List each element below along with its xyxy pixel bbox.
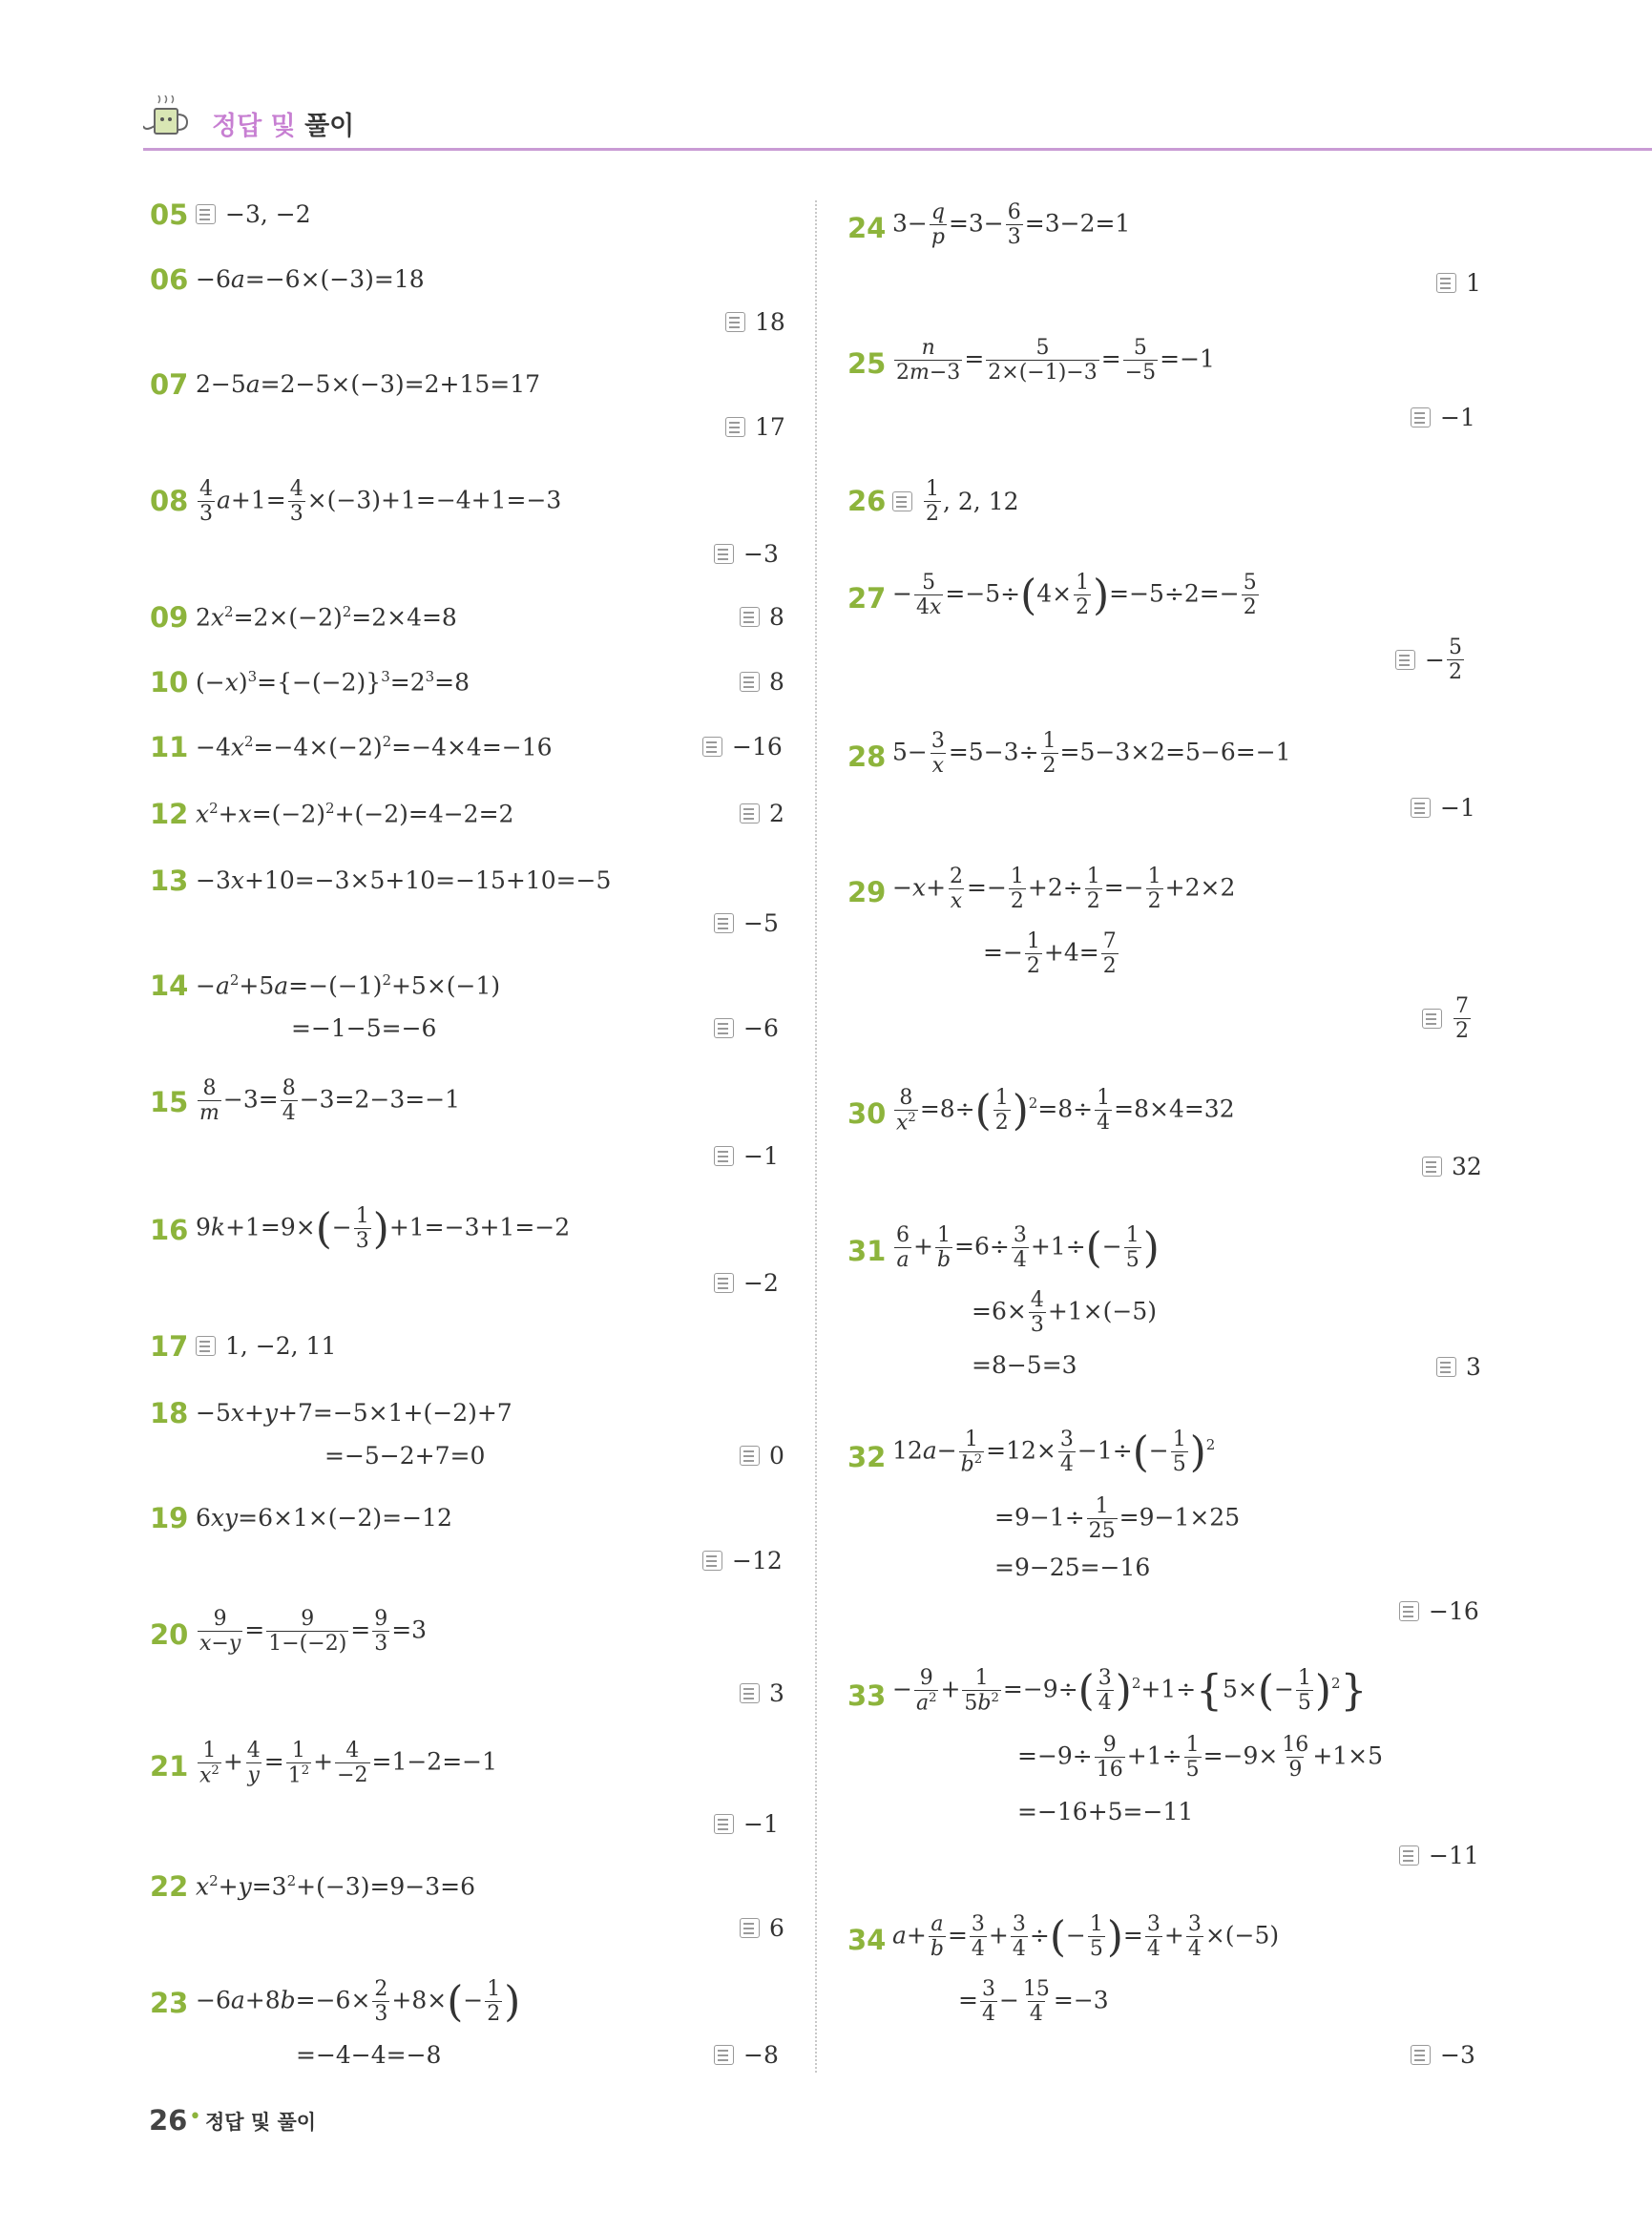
answer-value: −8 <box>743 2041 779 2069</box>
answer-marker-icon <box>1395 650 1415 670</box>
solution-line: $\frac{1}{x^2}$ + $\frac{4}{y}$ = $\frac{1}{1^2}$ + $\frac{4}{-2}$ =1−2=−1 <box>199 1739 498 1788</box>
answer <box>196 1332 336 1360</box>
answer-marker-icon <box>1422 1009 1442 1029</box>
answer-marker-icon <box>1422 1157 1442 1177</box>
fraction: $\frac{q}{p}$ <box>931 200 945 250</box>
answer-marker-icon <box>702 1551 722 1571</box>
fraction: $\frac{1}{3}$ <box>355 1204 369 1254</box>
answer <box>740 1914 784 1942</box>
answer-marker-icon <box>725 417 745 437</box>
problem-number: 16 <box>150 1214 189 1246</box>
answer-value: −11 <box>1429 1842 1479 1869</box>
solution-line: $-4x^2=-4\times(-2)^2=-4\times 4=-16$ <box>196 733 553 761</box>
answer-marker-icon <box>1411 798 1431 818</box>
answer-marker-icon <box>714 544 734 564</box>
solution-line: − $\frac{9}{a^2}$ + $\frac{1}{5b^2}$ =−9÷( $\frac{3}{4}$ )$^2$+1÷{5×(− $\frac{1}{5}$ )$^2$} <box>892 1666 1368 1716</box>
problem-number: 15 <box>150 1086 189 1118</box>
solution-line: =6× $\frac{4}{3}$ +1×(−5) <box>972 1288 1157 1338</box>
fraction: $\frac{3}{4}$ <box>1146 1912 1161 1962</box>
answer <box>714 1142 779 1170</box>
fraction: $\frac{1}{4}$ <box>1097 1086 1111 1136</box>
problem-number: 11 <box>150 731 189 763</box>
solution-line: =−1−5=−6 <box>291 1014 437 1042</box>
solution-line: $x^2+y=3^2+(-3)=9-3=6$ <box>196 1872 476 1901</box>
fraction: $\frac{1}{2}$ <box>1147 865 1161 914</box>
fraction: $\frac{1}{2}$ <box>487 1977 501 2027</box>
answer-marker-icon <box>740 607 760 627</box>
fraction: $\frac{3}{4}$ <box>971 1912 985 1962</box>
fraction: $\frac{5}{2\times(-1)-3}$ <box>988 336 1098 386</box>
answer <box>725 308 785 336</box>
answer <box>1399 1842 1479 1869</box>
solution-line: −5x+y+7=−5×1+(−2)+7 <box>196 1399 512 1427</box>
answer <box>1436 1353 1481 1381</box>
answer-value: −1 <box>1440 794 1475 822</box>
header-rule <box>143 148 1652 151</box>
answer-marker-icon <box>1411 2045 1431 2065</box>
answer-marker-icon <box>196 204 216 224</box>
solution-line: 3− $\frac{q}{p}$ =3− $\frac{6}{3}$ =3−2=1 <box>892 200 1131 250</box>
answer <box>1422 994 1473 1044</box>
answer-marker-icon <box>1399 1601 1419 1621</box>
fraction: $\frac{8}{m}$ <box>199 1076 220 1126</box>
answer-value: −16 <box>732 733 783 761</box>
header-title <box>212 105 354 142</box>
solution-line: $2x^2=2\times(-2)^2=2\times 4=8$ <box>196 603 457 632</box>
answer-value: − <box>1425 646 1445 675</box>
answer-value: 1 <box>1466 269 1481 297</box>
answer-marker-icon <box>714 2045 734 2065</box>
answer-value: −5 <box>743 909 779 937</box>
answer-value: −3 <box>743 540 779 568</box>
solution-line: $\frac{9}{x-y}$ = $\frac{9}{1-(-2)}$ = $\frac{9}{3}$ =3 <box>199 1607 428 1657</box>
answer-marker-icon <box>1411 407 1431 427</box>
answer-value: 1, −2, 11 <box>225 1332 337 1360</box>
answer <box>196 200 311 228</box>
fraction: $\frac{9}{16}$ <box>1096 1733 1123 1783</box>
fraction: $\frac{4}{3}$ <box>199 477 213 527</box>
fraction: $\frac{3}{x}$ <box>931 729 945 779</box>
answer-value: −1 <box>743 1142 779 1170</box>
answer-marker-icon <box>714 1018 734 1038</box>
answer-marker-icon <box>1399 1845 1419 1866</box>
problem-number: 24 <box>847 212 887 244</box>
problem-number: 31 <box>847 1235 887 1267</box>
answer-marker-icon <box>725 312 745 332</box>
solution-line: =9−25=−16 <box>994 1553 1151 1581</box>
problem-number: 13 <box>150 865 189 897</box>
page-number: 26 <box>149 2104 188 2137</box>
answer-marker-icon <box>714 1146 734 1166</box>
answer-value: 17 <box>755 413 785 441</box>
problem-number: 07 <box>150 368 189 401</box>
fraction: $\frac{5}{2}$ <box>1243 571 1257 620</box>
fraction: $\frac{4}{3}$ <box>289 477 303 527</box>
answer <box>714 909 779 937</box>
mug-logo-icon <box>143 95 200 153</box>
answer-marker-icon <box>740 1918 760 1938</box>
fraction: $\frac{1}{5}$ <box>1185 1733 1200 1783</box>
problem-number: 12 <box>150 798 189 830</box>
fraction: $\frac{1}{b^2}$ <box>960 1428 983 1477</box>
answer-value: −16 <box>1429 1597 1479 1625</box>
fraction: $\frac{1}{b}$ <box>936 1223 951 1273</box>
solution-line: =− $\frac{1}{2}$ +4= $\frac{7}{2}$ <box>983 929 1117 979</box>
problem-number: 32 <box>847 1441 887 1473</box>
answer <box>740 1442 784 1470</box>
problem-number: 25 <box>847 347 887 380</box>
solution-line: =−16+5=−11 <box>1017 1798 1194 1825</box>
answer-marker-icon <box>740 1683 760 1703</box>
answer-value: 8 <box>769 668 784 696</box>
problem-number: 29 <box>847 876 887 908</box>
fraction: $\frac{9}{3}$ <box>374 1607 388 1657</box>
solution-line: −6a+8b=−6× $\frac{2}{3}$ +8×(− $\frac{1}{2}$ ) <box>196 1977 521 2027</box>
problem-number: 28 <box>847 740 887 773</box>
fraction: $\frac{a}{b}$ <box>930 1912 944 1962</box>
answer-marker-icon <box>714 913 734 933</box>
solution-line: $-a^2+5a=-(-1)^2+5\times(-1)$ <box>196 971 501 1000</box>
solution-line: $\frac{8}{x^2}$ =8÷( $\frac{1}{2}$ )$^2$=8÷ $\frac{1}{4}$ =8×4=32 <box>896 1086 1235 1136</box>
solution-line: $\frac{4}{3}$ a+1= $\frac{4}{3}$ ×(−3)+1=−4+1=−3 <box>199 477 562 527</box>
answer-value: 32 <box>1452 1153 1482 1180</box>
answer-marker-icon <box>702 737 722 757</box>
solution-line: $(-x)^3=\{-(-2)\}^3=2^3=8$ <box>196 668 471 697</box>
problem-number: 17 <box>150 1330 189 1363</box>
fraction: $\frac{1}{1^2}$ <box>287 1739 310 1788</box>
fraction: $\frac{4}{-2}$ <box>337 1739 368 1788</box>
fraction: $\frac{16}{9}$ <box>1282 1733 1309 1783</box>
solution-line: 2−5a=2−5×(−3)=2+15=17 <box>196 370 541 398</box>
solution-line: −x+ $\frac{2}{x}$ =− $\frac{1}{2}$ +2÷ $\frac{1}{2}$ =− $\frac{1}{2}$ +2×2 <box>892 865 1236 914</box>
fraction: $\frac{7}{2}$ <box>1102 929 1117 979</box>
fraction: $\frac{3}{4}$ <box>1187 1912 1202 1962</box>
problem-number: 33 <box>847 1679 887 1712</box>
solution-line: 5− $\frac{3}{x}$ =5−3÷ $\frac{1}{2}$ =5−3×2=5−6=−1 <box>892 729 1291 779</box>
fraction: $\frac{1}{25}$ <box>1088 1494 1116 1544</box>
fraction: $\frac{8}{x^2}$ <box>896 1086 916 1136</box>
problem-number: 26 <box>847 485 887 517</box>
answer-value: −6 <box>743 1014 779 1042</box>
fraction: $\frac{5}{4x}$ <box>915 571 942 620</box>
header-title-part1: 정답 및 <box>212 112 296 141</box>
answer-marker-icon <box>892 491 912 511</box>
fraction: $\frac{4}{3}$ <box>1030 1288 1044 1338</box>
answer-value: −3 <box>1440 2041 1475 2069</box>
solution-line: =9−1÷ $\frac{1}{25}$ =9−1×25 <box>994 1494 1241 1544</box>
problem-number: 19 <box>150 1502 189 1534</box>
fraction: $\frac{1}{2}$ <box>1042 729 1056 779</box>
solution-line: =8−5=3 <box>972 1351 1077 1379</box>
answer-marker-icon <box>1436 1357 1456 1377</box>
fraction: $\frac{1}{2}$ <box>926 477 939 527</box>
problem-number: 21 <box>150 1750 189 1783</box>
footer-bullet: • <box>189 2105 201 2129</box>
fraction: $\frac{1}{2}$ <box>1086 865 1100 914</box>
problem-number: 06 <box>150 263 189 296</box>
solution-line: a+ $\frac{a}{b}$ = $\frac{3}{4}$ + $\frac{3}{4}$ ÷(− $\frac{1}{5}$ )= $\frac{3}{4}$ + $\frac{3}{4}$ ×(−5) <box>892 1912 1280 1962</box>
solution-line: = $\frac{3}{4}$ − $\frac{15}{4}$ =−3 <box>958 1977 1109 2027</box>
solution-line: =−9÷ $\frac{9}{16}$ +1÷ $\frac{1}{5}$ =−9× $\frac{16}{9}$ +1×5 <box>1017 1733 1384 1783</box>
fraction: $\frac{2}{x}$ <box>950 865 964 914</box>
answer-value: 0 <box>769 1442 784 1470</box>
answer-value: −2 <box>743 1269 779 1297</box>
answer <box>714 1810 779 1838</box>
fraction: $\frac{6}{3}$ <box>1007 200 1021 250</box>
answer <box>702 733 783 761</box>
answer-value: 2 <box>769 800 784 827</box>
fraction: $\frac{3}{4}$ <box>1012 1912 1026 1962</box>
answer-value: 3 <box>1466 1353 1481 1381</box>
answer <box>892 477 1019 527</box>
solution-line: −3x+10=−3×5+10=−15+10=−5 <box>196 866 612 894</box>
fraction: $\frac{1}{5}$ <box>1125 1223 1140 1273</box>
solution-line: =−4−4=−8 <box>296 2041 442 2069</box>
answer <box>1395 636 1466 685</box>
fraction: $\frac{3}{4}$ <box>1013 1223 1027 1273</box>
fraction: $\frac{1}{x^2}$ <box>199 1739 220 1788</box>
answer <box>1422 1153 1482 1180</box>
solution-line: $\frac{8}{m}$ −3= $\frac{8}{4}$ −3=2−3=−1 <box>199 1076 461 1126</box>
fraction: $\frac{3}{4}$ <box>1098 1666 1112 1716</box>
answer <box>714 2041 779 2069</box>
fraction: $\frac{15}{4}$ <box>1022 1977 1050 2027</box>
fraction: $\frac{1}{2}$ <box>994 1086 1009 1136</box>
fraction: $\frac{6}{a}$ <box>896 1223 910 1273</box>
fraction: $\frac{1}{5}$ <box>1089 1912 1103 1962</box>
fraction: $\frac{1}{5b^2}$ <box>964 1666 999 1716</box>
problem-number: 09 <box>150 601 189 634</box>
answer <box>702 1547 783 1574</box>
answer-value: , 2, 12 <box>943 488 1019 516</box>
answer <box>1411 794 1475 822</box>
answer-value: 18 <box>755 308 785 336</box>
fraction: $\frac{n}{2m-3}$ <box>896 336 961 386</box>
fraction: $\frac{8}{4}$ <box>282 1076 296 1126</box>
answer <box>740 1679 784 1707</box>
solution-line: −6a=−6×(−3)=18 <box>196 265 425 293</box>
answer-marker-icon <box>714 1273 734 1293</box>
solution-line: 6xy=6×1×(−2)=−12 <box>196 1504 452 1532</box>
answer <box>1399 1597 1479 1625</box>
answer-marker-icon <box>740 1446 760 1466</box>
fraction: $\frac{1}{2}$ <box>1026 929 1040 979</box>
fraction: $\frac{9}{a^2}$ <box>915 1666 937 1716</box>
answer <box>740 668 784 696</box>
solution-line: 9k+1=9×(− $\frac{1}{3}$ )+1=−3+1=−2 <box>196 1204 571 1254</box>
fraction: $\frac{5}{-5}$ <box>1124 336 1157 386</box>
solution-line: $\frac{n}{2m-3}$ = $\frac{5}{2\times(-1)-3}$ = $\frac{5}{-5}$ =−1 <box>896 336 1215 386</box>
solution-line: − $\frac{5}{4x}$ =−5÷(4× $\frac{1}{2}$ )=−5÷2=− $\frac{5}{2}$ <box>892 571 1257 620</box>
answer <box>714 1014 779 1042</box>
problem-number: 23 <box>150 1987 189 2019</box>
answer-value: 3 <box>769 1679 784 1707</box>
answer <box>740 603 784 631</box>
answer-value: −1 <box>743 1810 779 1838</box>
answer <box>740 800 784 827</box>
fraction: $\frac{5}{2}$ <box>1448 636 1462 685</box>
answer-marker-icon <box>1436 273 1456 293</box>
answer-value: −12 <box>732 1547 783 1574</box>
fraction: $\frac{7}{2}$ <box>1455 994 1469 1044</box>
answer-marker-icon <box>740 803 760 824</box>
problem-number: 05 <box>150 198 189 231</box>
fraction: $\frac{3}{4}$ <box>1059 1428 1074 1477</box>
answer <box>1411 2041 1475 2069</box>
footer-title: 정답 및 풀이 <box>205 2111 317 2134</box>
answer <box>714 540 779 568</box>
header-title-part2: 풀이 <box>304 112 355 141</box>
answer <box>1411 404 1475 431</box>
column-divider <box>815 200 817 2073</box>
fraction: $\frac{4}{y}$ <box>246 1739 261 1788</box>
answer <box>714 1269 779 1297</box>
answer-value: 8 <box>769 603 784 631</box>
answer-marker-icon <box>714 1814 734 1834</box>
answer-value: −3, −2 <box>225 200 311 228</box>
solution-line: $\frac{6}{a}$ + $\frac{1}{b}$ =6÷ $\frac{3}{4}$ +1÷(− $\frac{1}{5}$ ) <box>896 1223 1160 1273</box>
answer-value: −1 <box>1440 404 1475 431</box>
solution-line: =−5−2+7=0 <box>324 1442 486 1470</box>
answer <box>725 413 785 441</box>
problem-number: 18 <box>150 1397 189 1429</box>
problem-number: 10 <box>150 666 189 698</box>
solution-line: 12a− $\frac{1}{b^2}$ =12× $\frac{3}{4}$ −1÷(− $\frac{1}{5}$ )$^2$ <box>892 1428 1216 1477</box>
fraction: $\frac{2}{3}$ <box>374 1977 388 2027</box>
problem-number: 08 <box>150 485 189 517</box>
fraction: $\frac{1}{2}$ <box>1010 865 1024 914</box>
problem-number: 34 <box>847 1924 887 1956</box>
answer-value: 6 <box>769 1914 784 1942</box>
problem-number: 30 <box>847 1097 887 1130</box>
fraction: $\frac{9}{x-y}$ <box>199 1607 241 1657</box>
fraction: $\frac{1}{5}$ <box>1172 1428 1186 1477</box>
fraction: $\frac{1}{5}$ <box>1297 1666 1311 1716</box>
solution-line: $x^2+x=(-2)^2+(-2)=4-2=2$ <box>196 800 514 828</box>
fraction: $\frac{1}{2}$ <box>1076 571 1090 620</box>
problem-number: 14 <box>150 970 189 1002</box>
answer-marker-icon <box>740 672 760 692</box>
fraction: $\frac{3}{4}$ <box>981 1977 995 2027</box>
problem-number: 27 <box>847 582 887 615</box>
answer <box>1436 269 1481 297</box>
answer-marker-icon <box>196 1336 216 1356</box>
problem-number: 20 <box>150 1618 189 1651</box>
problem-number: 22 <box>150 1870 189 1903</box>
fraction: $\frac{9}{1-(-2)}$ <box>268 1607 347 1657</box>
